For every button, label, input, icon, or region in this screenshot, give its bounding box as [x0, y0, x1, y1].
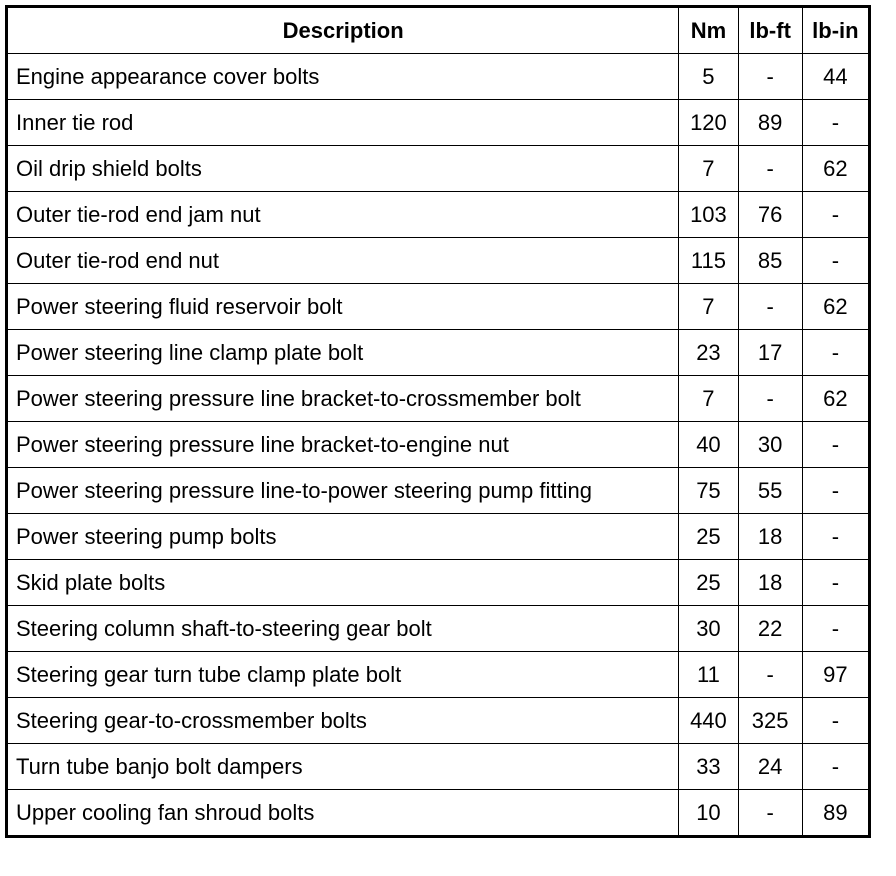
- cell-nm: 115: [679, 238, 738, 284]
- cell-description: Skid plate bolts: [7, 560, 679, 606]
- cell-lb-ft: 85: [738, 238, 802, 284]
- table-row: [7, 376, 870, 422]
- cell-lb-in: 62: [802, 284, 869, 330]
- cell-description: Engine appearance cover bolts: [7, 54, 679, 100]
- cell-lb-in: -: [802, 238, 869, 284]
- cell-lb-ft: -: [738, 284, 802, 330]
- cell-lb-in: -: [802, 100, 869, 146]
- header-description: Description: [7, 7, 679, 54]
- table-row: [7, 744, 870, 790]
- cell-lb-ft: 18: [738, 514, 802, 560]
- cell-lb-ft: -: [738, 54, 802, 100]
- table-row: [7, 192, 870, 238]
- table-row: [7, 422, 870, 468]
- table-row: [7, 652, 870, 698]
- cell-nm: 7: [679, 376, 738, 422]
- fastener-tightening-specifications: [5, 5, 871, 838]
- cell-description: Power steering pressure line-to-power steering pump fitting: [7, 468, 679, 514]
- cell-nm: 11: [679, 652, 738, 698]
- cell-lb-ft: -: [738, 790, 802, 837]
- cell-lb-in: -: [802, 422, 869, 468]
- cell-nm: 120: [679, 100, 738, 146]
- cell-lb-ft: 17: [738, 330, 802, 376]
- cell-lb-in: 97: [802, 652, 869, 698]
- cell-nm: 23: [679, 330, 738, 376]
- cell-nm: 10: [679, 790, 738, 837]
- table-row: [7, 606, 870, 652]
- table-row: [7, 560, 870, 606]
- cell-lb-in: 62: [802, 376, 869, 422]
- table-row: [7, 514, 870, 560]
- cell-lb-ft: 30: [738, 422, 802, 468]
- cell-description: Steering column shaft-to-steering gear bolt: [7, 606, 679, 652]
- cell-description: Inner tie rod: [7, 100, 679, 146]
- cell-lb-ft: 55: [738, 468, 802, 514]
- cell-lb-in: -: [802, 698, 869, 744]
- cell-lb-ft: 24: [738, 744, 802, 790]
- cell-description: Power steering pump bolts: [7, 514, 679, 560]
- table-row: [7, 54, 870, 100]
- table-row: [7, 468, 870, 514]
- cell-lb-in: -: [802, 192, 869, 238]
- cell-lb-in: -: [802, 560, 869, 606]
- cell-lb-ft: 22: [738, 606, 802, 652]
- table-body: [7, 54, 870, 837]
- table-row: [7, 238, 870, 284]
- cell-nm: 40: [679, 422, 738, 468]
- cell-lb-in: 44: [802, 54, 869, 100]
- header-lb-ft: lb-ft: [738, 7, 802, 54]
- cell-description: Power steering line clamp plate bolt: [7, 330, 679, 376]
- cell-lb-in: -: [802, 330, 869, 376]
- cell-description: Steering gear-to-crossmember bolts: [7, 698, 679, 744]
- header-nm: Nm: [679, 7, 738, 54]
- cell-description: Outer tie-rod end jam nut: [7, 192, 679, 238]
- table-row: [7, 284, 870, 330]
- cell-description: Outer tie-rod end nut: [7, 238, 679, 284]
- cell-nm: 33: [679, 744, 738, 790]
- cell-lb-in: -: [802, 514, 869, 560]
- torque-spec-table: [5, 5, 871, 838]
- table-row: [7, 790, 870, 837]
- cell-lb-in: 89: [802, 790, 869, 837]
- cell-nm: 5: [679, 54, 738, 100]
- table-row: [7, 146, 870, 192]
- table-row: [7, 330, 870, 376]
- cell-nm: 440: [679, 698, 738, 744]
- cell-lb-ft: 18: [738, 560, 802, 606]
- cell-nm: 75: [679, 468, 738, 514]
- table-row: [7, 698, 870, 744]
- cell-description: Turn tube banjo bolt dampers: [7, 744, 679, 790]
- cell-lb-in: -: [802, 744, 869, 790]
- cell-description: Power steering pressure line bracket-to-crossmember bolt: [7, 376, 679, 422]
- cell-lb-in: -: [802, 606, 869, 652]
- cell-description: Power steering fluid reservoir bolt: [7, 284, 679, 330]
- cell-description: Steering gear turn tube clamp plate bolt: [7, 652, 679, 698]
- cell-nm: 30: [679, 606, 738, 652]
- cell-nm: 7: [679, 146, 738, 192]
- cell-lb-ft: -: [738, 376, 802, 422]
- cell-lb-in: 62: [802, 146, 869, 192]
- cell-nm: 25: [679, 560, 738, 606]
- cell-nm: 103: [679, 192, 738, 238]
- cell-lb-ft: -: [738, 652, 802, 698]
- cell-lb-in: -: [802, 468, 869, 514]
- cell-lb-ft: 325: [738, 698, 802, 744]
- table-row: [7, 100, 870, 146]
- cell-lb-ft: 76: [738, 192, 802, 238]
- header-lb-in: lb-in: [802, 7, 869, 54]
- cell-lb-ft: -: [738, 146, 802, 192]
- cell-nm: 7: [679, 284, 738, 330]
- cell-description: Upper cooling fan shroud bolts: [7, 790, 679, 837]
- cell-description: Power steering pressure line bracket-to-engine nut: [7, 422, 679, 468]
- cell-description: Oil drip shield bolts: [7, 146, 679, 192]
- table-header-row: [7, 7, 870, 54]
- cell-lb-ft: 89: [738, 100, 802, 146]
- cell-nm: 25: [679, 514, 738, 560]
